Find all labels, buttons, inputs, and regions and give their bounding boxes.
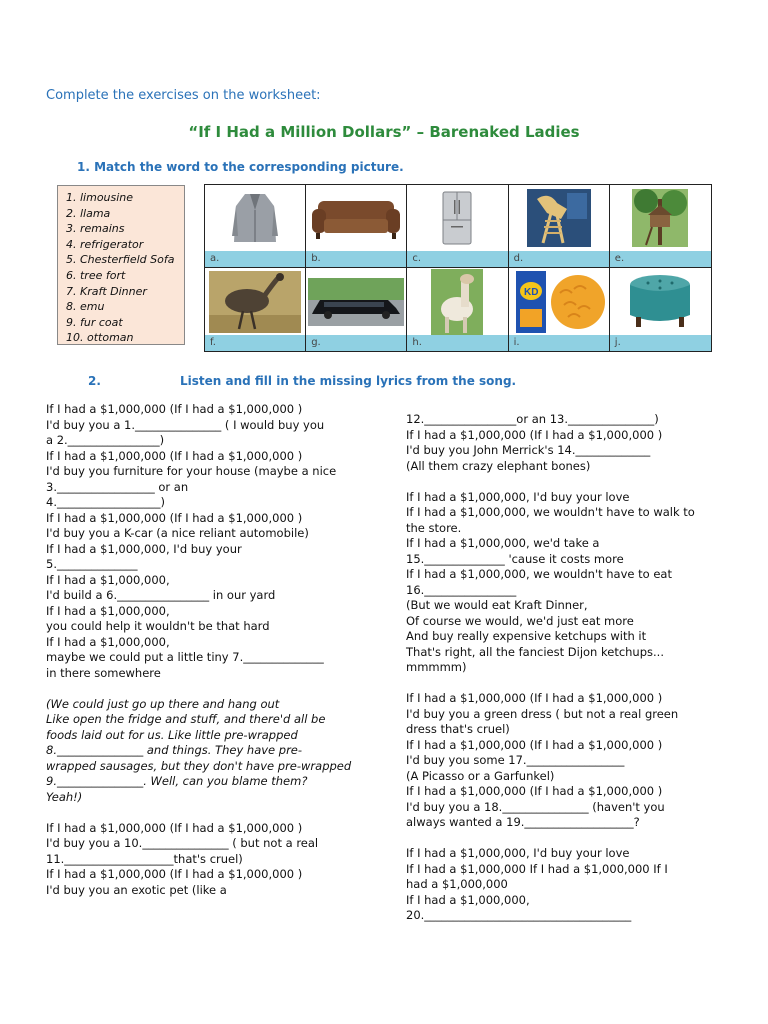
- lyrics-line: 3._________________ or an: [46, 479, 189, 494]
- lyrics-line: If I had a $1,000,000 (If I had a $1,000,000 ): [46, 820, 303, 835]
- exercise2-heading: Listen and fill in the missing lyrics from the song.: [180, 374, 517, 388]
- lyrics-line: (But we would eat Kraft Dinner,: [406, 598, 588, 612]
- lyrics-line: Yeah!): [46, 789, 83, 804]
- lyrics-line: 4.__________________): [46, 495, 165, 509]
- lyrics-line: 5.______________: [46, 557, 138, 571]
- lyrics-line: I'd buy you a 1._______________ ( I would buy you: [46, 417, 325, 432]
- fur-coat-icon: [230, 190, 280, 246]
- word-item: 7. Kraft Dinner: [66, 284, 147, 298]
- cell-label: e.: [610, 251, 711, 267]
- lyrics-line: I'd buy you a 10._______________ ( but not a real: [46, 836, 319, 850]
- lyrics-line: I'd build a 6.________________ in our yard: [46, 588, 276, 602]
- lyrics-line: I'd buy you a 18._______________ (haven't you: [406, 799, 665, 814]
- kraft-dinner-icon: [512, 269, 606, 335]
- cell-label: f.: [205, 335, 305, 351]
- lyrics-line: If I had a $1,000,000,: [46, 634, 170, 649]
- exercise1-heading: 1. Match the word to the corresponding picture.: [77, 160, 404, 174]
- picture-cell: [306, 268, 407, 351]
- lyrics-line: If I had a $1,000,000, I'd buy your love: [406, 489, 630, 504]
- lyrics-line: If I had a $1,000,000 (If I had a $1,000,000 ): [46, 867, 303, 881]
- lyrics-line: (All them crazy elephant bones): [406, 458, 591, 473]
- lyrics-line: 11.___________________that's cruel): [46, 851, 243, 866]
- instructions: Complete the exercises on the worksheet:: [46, 88, 321, 103]
- picture-grid: [204, 184, 712, 352]
- skeleton-remains-icon: [527, 189, 591, 247]
- word-item: 1. limousine: [66, 191, 134, 204]
- lyrics-line: (A Picasso or a Garfunkel): [406, 768, 555, 783]
- lyrics-line: 12.________________or an 13._______________): [406, 412, 659, 426]
- lyrics-line: If I had a $1,000,000, I'd buy your: [46, 541, 242, 556]
- lyrics-line: always wanted a 19.___________________?: [406, 815, 640, 829]
- picture-cell: [205, 185, 306, 268]
- lyrics-line: 8._______________ and things. They have pre-: [46, 743, 303, 757]
- lyrics-line: If I had a $1,000,000, we'd take a: [406, 536, 600, 550]
- lyrics-line: I'd buy you John Merrick's 14._____________: [406, 443, 651, 457]
- lyrics-line: I'd buy you furniture for your house (maybe a nice: [46, 464, 337, 478]
- exercise2-number: 2.: [88, 374, 101, 388]
- word-item: 4. refrigerator: [66, 237, 144, 251]
- word-item: 2. llama: [66, 206, 111, 220]
- cell-label: d.: [509, 251, 609, 267]
- lyrics-line: That's right, all the fanciest Dijon ketchups...: [406, 644, 664, 659]
- lyrics-line: wrapped sausages, but they don't have pre-wrapped: [46, 758, 352, 773]
- word-item: 9. fur coat: [66, 315, 123, 329]
- picture-cell: [610, 268, 711, 351]
- lyrics-line: the store.: [406, 520, 462, 535]
- lyrics-line: Like open the fridge and stuff, and there'd all be: [46, 712, 326, 726]
- lyrics-line: If I had a $1,000,000,: [46, 572, 170, 587]
- lyrics-line: (We could just go up there and hang out: [46, 696, 280, 711]
- lyrics-line: If I had a $1,000,000 (If I had a $1,000,000 ): [46, 510, 303, 525]
- lyrics-line: If I had a $1,000,000 (If I had a $1,000,000 ): [406, 691, 663, 705]
- lyrics-line: 15.______________ 'cause it costs more: [406, 551, 624, 566]
- word-item: 10. ottoman: [66, 331, 134, 345]
- svg-text:KD: KD: [523, 286, 539, 298]
- word-item: 3. remains: [66, 222, 125, 236]
- llama-icon: [431, 269, 483, 335]
- picture-cell: [509, 185, 610, 268]
- cell-label: a.: [205, 251, 305, 267]
- lyrics-line: a 2.________________): [46, 433, 165, 447]
- lyrics-line: If I had a $1,000,000,: [406, 892, 530, 907]
- tree-fort-icon: [632, 189, 688, 247]
- word-list: [57, 185, 185, 345]
- lyrics-line: I'd buy you some 17._________________: [406, 753, 625, 767]
- word-item: 8. emu: [66, 300, 105, 314]
- lyrics-line: If I had a $1,000,000, I'd buy your love: [406, 846, 630, 860]
- lyrics-line: dress that's cruel): [406, 722, 510, 736]
- page-title: “If I Had a Million Dollars” – Barenaked Ladies: [188, 123, 580, 141]
- lyrics-gap: [406, 474, 695, 490]
- cell-label: h.: [407, 335, 507, 351]
- emu-icon: [209, 271, 301, 333]
- lyrics-line: If I had a $1,000,000 (If I had a $1,000,000 ): [46, 448, 303, 463]
- lyrics-line: mmmmm): [406, 660, 467, 674]
- lyrics-line: in there somewhere: [46, 665, 161, 680]
- word-item: 5. Chesterfield Sofa: [66, 253, 175, 267]
- lyrics-line: If I had a $1,000,000,: [46, 603, 170, 618]
- limousine-icon: [308, 278, 404, 326]
- lyrics-line: I'd buy you an exotic pet (like a: [46, 882, 227, 897]
- lyrics-left-column: [46, 402, 351, 898]
- lyrics-gap: [46, 805, 351, 821]
- cell-label: g.: [306, 335, 406, 351]
- refrigerator-icon: [440, 190, 474, 246]
- lyrics-line: If I had a $1,000,000, we wouldn't have to walk to: [406, 505, 695, 519]
- lyrics-line: If I had a $1,000,000 (If I had a $1,000,000 ): [406, 784, 663, 798]
- lyrics-line: If I had a $1,000,000 (If I had a $1,000,000 ): [406, 427, 663, 442]
- lyrics-line: Of course we would, we'd just eat more: [406, 613, 634, 628]
- lyrics-gap: [406, 676, 695, 692]
- cell-label: b.: [306, 251, 406, 267]
- lyrics-line: If I had a $1,000,000, we wouldn't have to eat: [406, 567, 672, 581]
- lyrics-line: 9._______________. Well, can you blame them?: [46, 774, 308, 788]
- lyrics-line: And buy really expensive ketchups with it: [406, 629, 647, 643]
- lyrics-line: had a $1,000,000: [406, 877, 508, 891]
- lyrics-line: maybe we could put a little tiny 7.______________: [46, 650, 324, 664]
- picture-cell: [610, 185, 711, 268]
- cell-label: i.: [509, 335, 609, 351]
- picture-cell: [407, 185, 508, 268]
- lyrics-line: I'd buy you a green dress ( but not a real green: [406, 706, 679, 721]
- lyrics-gap: [406, 831, 695, 847]
- picture-cell: [509, 268, 610, 351]
- sofa-icon: [310, 195, 402, 241]
- picture-cell: [306, 185, 407, 268]
- ottoman-icon: [626, 271, 694, 333]
- lyrics-line: you could help it wouldn't be that hard: [46, 619, 270, 633]
- lyrics-line: foods laid out for us. Like little pre-wrapped: [46, 727, 298, 742]
- lyrics-line: If I had a $1,000,000 (If I had a $1,000,000 ): [406, 737, 663, 752]
- cell-label: j.: [610, 335, 711, 351]
- lyrics-line: If I had a $1,000,000 (If I had a $1,000,000 ): [46, 402, 303, 416]
- lyrics-line: 16.________________: [406, 582, 517, 597]
- word-item: 6. tree fort: [66, 268, 126, 282]
- picture-cell: [205, 268, 306, 351]
- lyrics-gap: [46, 681, 351, 697]
- lyrics-right-column: [406, 412, 695, 924]
- picture-cell: [407, 268, 508, 351]
- lyrics-line: If I had a $1,000,000 If I had a $1,000,000 If I: [406, 861, 668, 876]
- lyrics-line: 20.____________________________________: [406, 908, 632, 922]
- cell-label: c.: [407, 251, 507, 267]
- lyrics-line: I'd buy you a K-car (a nice reliant automobile): [46, 526, 309, 540]
